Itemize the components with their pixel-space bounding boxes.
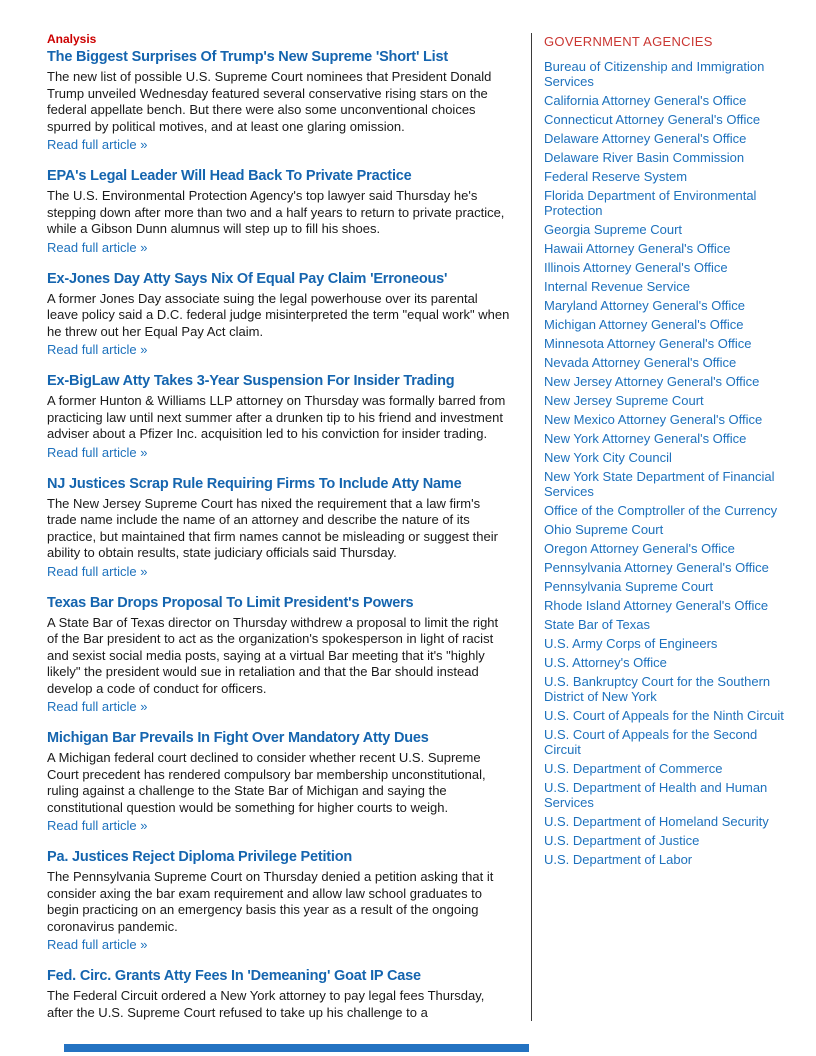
article-title-link[interactable]: NJ Justices Scrap Rule Requiring Firms To Include Atty Name bbox=[47, 475, 462, 492]
article-summary: The new list of possible U.S. Supreme Court nominees that President Donald Trump unveiled Wednesday featured several conservative rising stars on the federal appellate bench. But there were also some unconventional choices spurred by political motives, and at least one glaring omission. bbox=[47, 69, 492, 134]
agency-link[interactable]: Oregon Attorney General's Office bbox=[544, 541, 735, 556]
agency-link[interactable]: New York State Department of Financial Services bbox=[544, 469, 775, 499]
read-full-article-link[interactable]: Read full article » bbox=[47, 563, 148, 579]
article-item bbox=[47, 594, 510, 717]
sidebar-heading: GOVERNMENT AGENCIES bbox=[544, 34, 713, 49]
agency-link[interactable]: California Attorney General's Office bbox=[544, 93, 747, 108]
article-summary: A former Jones Day associate suing the legal powerhouse over its parental leave policy said a D.C. federal judge misinterpreted the term "equal work" when he threw out her Equal Pay Act claim. bbox=[47, 290, 510, 339]
agency-link[interactable]: State Bar of Texas bbox=[544, 617, 650, 632]
article-list bbox=[47, 33, 510, 1034]
article-title-link[interactable]: Texas Bar Drops Proposal To Limit President's Powers bbox=[47, 594, 414, 611]
article-item bbox=[47, 967, 510, 1021]
agency-link[interactable]: Georgia Supreme Court bbox=[544, 222, 683, 237]
agency-list bbox=[544, 59, 784, 867]
agency-link[interactable]: Nevada Attorney General's Office bbox=[544, 355, 737, 370]
government-agencies-sidebar bbox=[532, 33, 784, 871]
agency-link[interactable]: Internal Revenue Service bbox=[544, 279, 690, 294]
read-full-article-link[interactable]: Read full article » bbox=[47, 444, 148, 460]
agency-link[interactable]: U.S. Army Corps of Engineers bbox=[544, 636, 718, 651]
read-full-article-link[interactable]: Read full article » bbox=[47, 937, 148, 952]
read-full-article-link[interactable]: Read full article » bbox=[47, 699, 148, 714]
agency-link[interactable]: U.S. Department of Commerce bbox=[544, 761, 723, 776]
agency-link[interactable]: U.S. Department of Justice bbox=[544, 833, 700, 848]
article-item bbox=[47, 270, 510, 360]
article-item bbox=[47, 475, 510, 581]
agency-link[interactable]: New Jersey Attorney General's Office bbox=[544, 374, 760, 389]
agency-link[interactable]: Connecticut Attorney General's Office bbox=[544, 112, 761, 127]
agency-link[interactable]: Hawaii Attorney General's Office bbox=[544, 241, 731, 256]
agency-link[interactable]: Pennsylvania Supreme Court bbox=[544, 579, 714, 594]
agency-link[interactable]: Delaware Attorney General's Office bbox=[544, 131, 747, 146]
article-summary: The U.S. Environmental Protection Agency's top lawyer said Thursday he's stepping down after more than two and a half years to return to private practice, while a Gibson Dunn alumnus will step up to fill his shoes. bbox=[47, 188, 505, 236]
agency-link[interactable]: Rhode Island Attorney General's Office bbox=[544, 598, 769, 613]
agency-link[interactable]: U.S. Court of Appeals for the Second Circuit bbox=[544, 727, 758, 757]
article-title-link[interactable]: Pa. Justices Reject Diploma Privilege Petition bbox=[47, 849, 353, 865]
agency-link[interactable]: Office of the Comptroller of the Currency bbox=[544, 503, 778, 518]
article-summary: A Michigan federal court declined to consider whether recent U.S. Supreme Court precedent has rendered compulsory bar membership unconstitutional, ruling against a challenge to the State Bar of Michigan and saying the constitutional question would be something for higher courts to weigh. bbox=[47, 750, 486, 815]
bottom-blue-bar bbox=[64, 1044, 529, 1052]
agency-link[interactable]: Delaware River Basin Commission bbox=[544, 150, 745, 165]
article-item bbox=[47, 372, 510, 462]
article-summary: The Pennsylvania Supreme Court on Thursday denied a petition asking that it consider axing the bar exam requirement and allow law school graduates to begin practicing on an emergency basis this year as a result of the ongoing coronavirus pandemic. bbox=[47, 869, 494, 934]
agency-link[interactable]: Minnesota Attorney General's Office bbox=[544, 336, 752, 351]
article-summary: A State Bar of Texas director on Thursday withdrew a proposal to limit the right of the Bar president to act as the organization's spokesperson in light of racist and sexist social media posts, saying at a virtual Bar meeting that it's "highly likely" the president would sue in retaliation and that the Bar should instead develop a code of conduct for officers. bbox=[47, 614, 499, 696]
agency-link[interactable]: Florida Department of Environmental Protection bbox=[544, 188, 757, 218]
article-item bbox=[47, 729, 510, 835]
article-summary: The New Jersey Supreme Court has nixed the requirement that a law firm's trade name include the name of an attorney and describe the nature of its practice, but maintained that firm names cannot be misleading or suggest their ability to obtain results, state judiciary officials said Thursday. bbox=[47, 495, 498, 560]
agency-link[interactable]: U.S. Department of Labor bbox=[544, 852, 693, 867]
agency-link[interactable]: U.S. Attorney's Office bbox=[544, 655, 667, 670]
agency-link[interactable]: New York City Council bbox=[544, 450, 672, 465]
article-title-link[interactable]: Ex-BigLaw Atty Takes 3-Year Suspension For Insider Trading bbox=[47, 373, 455, 389]
agency-link[interactable]: Federal Reserve System bbox=[544, 169, 688, 184]
agency-link[interactable]: Illinois Attorney General's Office bbox=[544, 260, 728, 275]
article-item bbox=[47, 167, 510, 257]
article-title-link[interactable]: Michigan Bar Prevails In Fight Over Mandatory Atty Dues bbox=[47, 730, 429, 746]
agency-link[interactable]: U.S. Bankruptcy Court for the Southern District of New York bbox=[544, 674, 771, 704]
agency-link[interactable]: Bureau of Citizenship and Immigration Services bbox=[544, 59, 765, 89]
agency-link[interactable]: Maryland Attorney General's Office bbox=[544, 298, 745, 313]
agency-link[interactable]: U.S. Department of Health and Human Services bbox=[544, 780, 768, 810]
agency-link[interactable]: Michigan Attorney General's Office bbox=[544, 317, 744, 332]
article-title-link[interactable]: Ex-Jones Day Atty Says Nix Of Equal Pay Claim 'Erroneous' bbox=[47, 270, 448, 287]
read-full-article-link[interactable]: Read full article » bbox=[47, 137, 148, 152]
article-title-link[interactable]: Fed. Circ. Grants Atty Fees In 'Demeaning' Goat IP Case bbox=[47, 968, 421, 984]
agency-link[interactable]: New York Attorney General's Office bbox=[544, 431, 747, 446]
article-title-link[interactable]: EPA's Legal Leader Will Head Back To Private Practice bbox=[47, 168, 412, 184]
agency-link[interactable]: New Jersey Supreme Court bbox=[544, 393, 704, 408]
agency-link[interactable]: Pennsylvania Attorney General's Office bbox=[544, 560, 769, 575]
read-full-article-link[interactable]: Read full article » bbox=[47, 342, 148, 357]
article-kicker: Analysis bbox=[47, 32, 97, 46]
article-item bbox=[47, 33, 510, 154]
article-summary: The Federal Circuit ordered a New York attorney to pay legal fees Thursday, after the U.S. Supreme Court refused to take up his challenge to a bbox=[47, 988, 485, 1020]
agency-link[interactable]: U.S. Court of Appeals for the Ninth Circuit bbox=[544, 708, 784, 723]
article-title-link[interactable]: The Biggest Surprises Of Trump's New Supreme 'Short' List bbox=[47, 49, 448, 65]
article-summary: A former Hunton & Williams LLP attorney on Thursday was formally barred from practicing law until next summer after a drunken tip to his friend and investment adviser about a Pfizer Inc. acquisition led to his conviction for insider trading. bbox=[47, 393, 506, 441]
agency-link[interactable]: Ohio Supreme Court bbox=[544, 522, 664, 537]
agency-link[interactable]: U.S. Department of Homeland Security bbox=[544, 814, 769, 829]
read-full-article-link[interactable]: Read full article » bbox=[47, 818, 148, 833]
agency-link[interactable]: New Mexico Attorney General's Office bbox=[544, 412, 763, 427]
article-item bbox=[47, 848, 510, 954]
read-full-article-link[interactable]: Read full article » bbox=[47, 239, 148, 255]
